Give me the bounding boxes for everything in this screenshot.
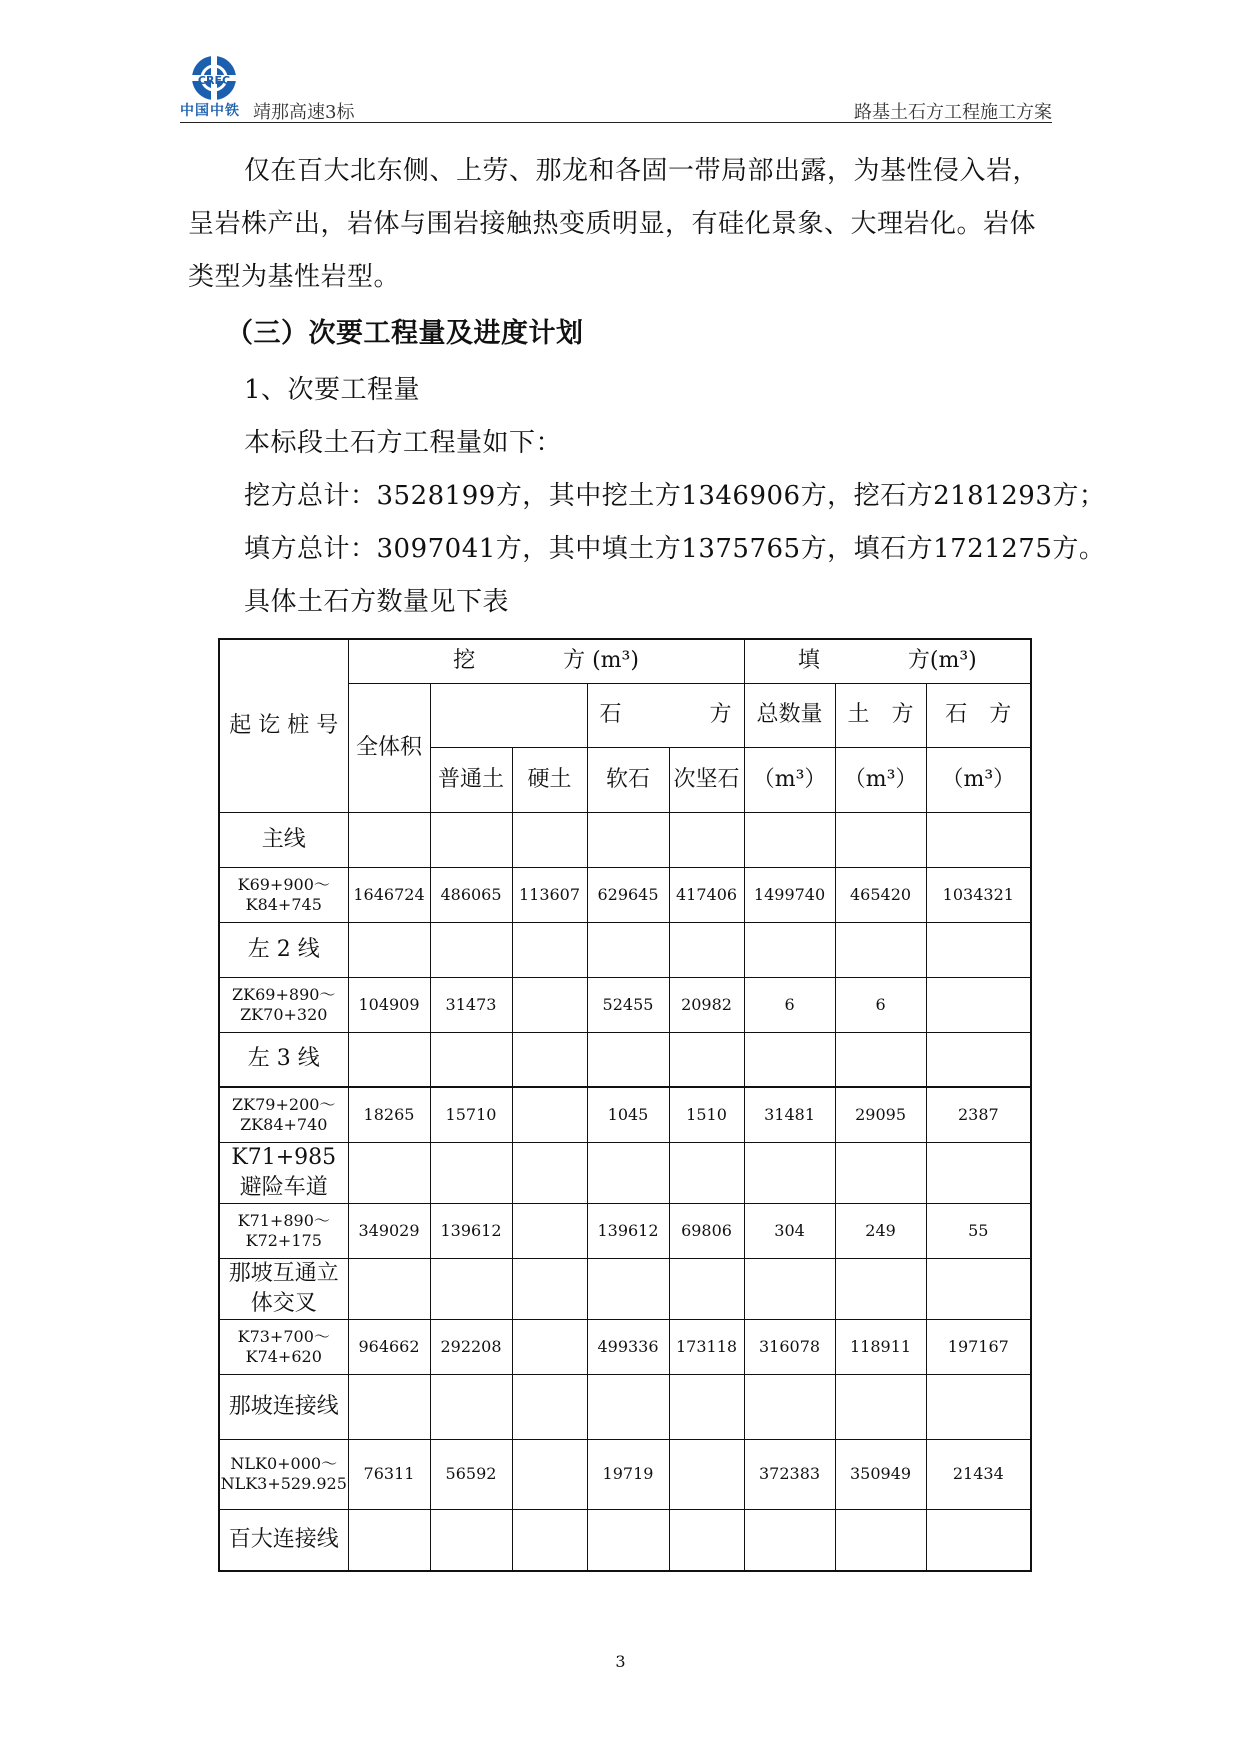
empty-cell (669, 922, 744, 977)
header-fill-total: 总数量 (744, 683, 835, 747)
empty-cell (744, 1374, 835, 1439)
cell-fearth: 350949 (835, 1439, 926, 1509)
cell-common: 15710 (430, 1087, 512, 1142)
empty-cell (744, 922, 835, 977)
empty-cell (835, 922, 926, 977)
paragraph-line: 填方总计：3097041方，其中填土方1375765方，填石方1721275方。 (244, 534, 1106, 564)
section-name: K71+985 避险车道 (219, 1142, 348, 1203)
cell-total: 964662 (348, 1319, 430, 1374)
section-name: 百大连接线 (219, 1509, 348, 1571)
cell-subhard: 1510 (669, 1087, 744, 1142)
table-row (219, 1439, 1031, 1509)
empty-cell (348, 1258, 430, 1319)
empty-cell (348, 1032, 430, 1087)
cell-fearth: 249 (835, 1203, 926, 1258)
empty-cell (430, 1032, 512, 1087)
cell-soft: 139612 (587, 1203, 669, 1258)
cell-fstone: 2387 (926, 1087, 1031, 1142)
cell-fearth: 465420 (835, 867, 926, 922)
empty-cell (835, 812, 926, 867)
empty-cell (926, 1509, 1031, 1571)
station-range: ZK69+890～ZK70+320 (219, 977, 348, 1032)
cell-total: 104909 (348, 977, 430, 1032)
paragraph-line: 具体土石方数量见下表 (244, 587, 510, 617)
empty-cell (430, 1142, 512, 1203)
cell-common: 292208 (430, 1319, 512, 1374)
cell-soft: 629645 (587, 867, 669, 922)
empty-cell (348, 812, 430, 867)
station-range: K69+900～K84+745 (219, 867, 348, 922)
empty-cell (926, 812, 1031, 867)
empty-cell (430, 922, 512, 977)
empty-cell (744, 1509, 835, 1571)
cell-hard (512, 1203, 587, 1258)
empty-cell (512, 922, 587, 977)
empty-cell (669, 1032, 744, 1087)
subsection-heading: 1、次要工程量 (244, 375, 421, 405)
station-range: NLK0+000～NLK3+529.925 (219, 1439, 348, 1509)
cell-subhard: 173118 (669, 1319, 744, 1374)
cell-soft: 52455 (587, 977, 669, 1032)
table-row (219, 1319, 1031, 1374)
empty-cell (430, 812, 512, 867)
empty-cell (926, 1374, 1031, 1439)
cell-ftotal: 372383 (744, 1439, 835, 1509)
cell-total: 18265 (348, 1087, 430, 1142)
empty-cell (512, 1509, 587, 1571)
cell-hard (512, 1439, 587, 1509)
cell-common: 139612 (430, 1203, 512, 1258)
section-row (219, 1509, 1031, 1571)
paragraph-line: 本标段土石方工程量如下： (244, 428, 563, 458)
cell-subhard: 417406 (669, 867, 744, 922)
empty-cell (744, 1032, 835, 1087)
section-name: 那坡互通立体交叉 (219, 1258, 348, 1319)
cell-ftotal: 1499740 (744, 867, 835, 922)
section-heading: （三）次要工程量及进度计划 (226, 318, 584, 349)
paragraph-line: 仅在百大北东侧、上劳、那龙和各固一带局部出露，为基性侵入岩， (244, 156, 1040, 186)
cell-soft: 19719 (587, 1439, 669, 1509)
section-name: 左 3 线 (219, 1032, 348, 1087)
cell-ftotal: 6 (744, 977, 835, 1032)
page-header (180, 48, 1052, 123)
station-range: ZK79+200～ZK84+740 (219, 1087, 348, 1142)
cell-hard (512, 977, 587, 1032)
header-unit: （m³） (835, 747, 926, 812)
empty-cell (348, 1374, 430, 1439)
empty-cell (430, 1374, 512, 1439)
empty-cell (348, 1142, 430, 1203)
section-row (219, 1374, 1031, 1439)
empty-cell (512, 1374, 587, 1439)
station-range: K71+890～K72+175 (219, 1203, 348, 1258)
empty-cell (835, 1509, 926, 1571)
header-soft-rock: 软石 (587, 747, 669, 812)
empty-cell (835, 1258, 926, 1319)
empty-cell (512, 1258, 587, 1319)
paragraph-line: 挖方总计：3528199方，其中挖土方1346906方，挖石方2181293方； (244, 481, 1106, 511)
empty-cell (587, 922, 669, 977)
empty-cell (744, 1258, 835, 1319)
cell-subhard: 69806 (669, 1203, 744, 1258)
section-row (219, 812, 1031, 867)
header-stone: 石 方 (587, 683, 744, 747)
section-name: 主线 (219, 812, 348, 867)
section-name: 左 2 线 (219, 922, 348, 977)
empty-cell (587, 1374, 669, 1439)
header-fill-earth: 土 方 (835, 683, 926, 747)
paragraph-line: 呈岩株产出，岩体与围岩接触热变质明显，有硅化景象、大理岩化。岩体 (188, 209, 1037, 239)
empty-cell (926, 922, 1031, 977)
section-name: 那坡连接线 (219, 1374, 348, 1439)
paragraph-line: 类型为基性岩型。 (188, 262, 401, 292)
header-cut: 挖 方 (m³) (348, 639, 744, 683)
cell-fearth: 29095 (835, 1087, 926, 1142)
header-project: 靖那高速3标 (253, 102, 355, 123)
empty-cell (669, 1142, 744, 1203)
cell-fearth: 118911 (835, 1319, 926, 1374)
empty-cell (669, 1374, 744, 1439)
cell-ftotal: 31481 (744, 1087, 835, 1142)
empty-cell (587, 1509, 669, 1571)
empty-cell (512, 812, 587, 867)
page-number: 3 (615, 1652, 626, 1671)
cell-common: 486065 (430, 867, 512, 922)
station-range: K73+700～K74+620 (219, 1319, 348, 1374)
empty-cell (926, 1258, 1031, 1319)
empty-cell (926, 1142, 1031, 1203)
cell-fstone: 197167 (926, 1319, 1031, 1374)
table-row (219, 867, 1031, 922)
cell-soft: 1045 (587, 1087, 669, 1142)
cell-common: 31473 (430, 977, 512, 1032)
table-row (219, 1203, 1031, 1258)
empty-cell (587, 1258, 669, 1319)
header-fill-stone: 石 方 (926, 683, 1031, 747)
header-sub-hard-rock: 次坚石 (669, 747, 744, 812)
empty-cell (348, 922, 430, 977)
cell-hard (512, 1319, 587, 1374)
cell-fearth: 6 (835, 977, 926, 1032)
header-hard-soil: 硬土 (512, 747, 587, 812)
empty-cell (669, 812, 744, 867)
earthwork-table (218, 638, 1032, 1572)
logo-caption: 中国中铁 (180, 103, 240, 119)
cell-fstone: 1034321 (926, 867, 1031, 922)
empty-cell (512, 1032, 587, 1087)
cell-ftotal: 316078 (744, 1319, 835, 1374)
header-station: 起 讫 桩 号 (219, 639, 348, 812)
cell-fstone: 21434 (926, 1439, 1031, 1509)
empty-cell (835, 1142, 926, 1203)
empty-cell (587, 1142, 669, 1203)
cell-fstone (926, 977, 1031, 1032)
table-row (219, 1087, 1031, 1142)
cell-hard: 113607 (512, 867, 587, 922)
section-row (219, 1142, 1031, 1203)
empty-cell (669, 1509, 744, 1571)
header-doc-title: 路基土石方工程施工方案 (854, 102, 1052, 123)
empty-cell (587, 1032, 669, 1087)
empty-cell (430, 1509, 512, 1571)
section-row (219, 922, 1031, 977)
header-unit: （m³） (744, 747, 835, 812)
empty-cell (587, 812, 669, 867)
cell-soft: 499336 (587, 1319, 669, 1374)
empty-cell (835, 1374, 926, 1439)
cell-common: 56592 (430, 1439, 512, 1509)
header-fill: 填 方(m³) (744, 639, 1031, 683)
empty-cell (512, 1142, 587, 1203)
cell-total: 349029 (348, 1203, 430, 1258)
cell-subhard: 20982 (669, 977, 744, 1032)
empty-cell (430, 1258, 512, 1319)
cell-total: 1646724 (348, 867, 430, 922)
empty-cell (926, 1032, 1031, 1087)
empty-cell (835, 1032, 926, 1087)
empty-cell (669, 1258, 744, 1319)
header-earth-blank (430, 683, 587, 747)
section-row (219, 1032, 1031, 1087)
cell-fstone: 55 (926, 1203, 1031, 1258)
header-rule (180, 122, 1052, 123)
header-common-soil: 普通土 (430, 747, 512, 812)
svg-text:CREC: CREC (197, 74, 231, 87)
section-row (219, 1258, 1031, 1319)
cell-subhard (669, 1439, 744, 1509)
table-row (219, 977, 1031, 1032)
header-unit: （m³） (926, 747, 1031, 812)
header-total-volume: 全体积 (348, 683, 430, 812)
cell-hard (512, 1087, 587, 1142)
empty-cell (348, 1509, 430, 1571)
empty-cell (744, 1142, 835, 1203)
cell-total: 76311 (348, 1439, 430, 1509)
empty-cell (744, 812, 835, 867)
cell-ftotal: 304 (744, 1203, 835, 1258)
